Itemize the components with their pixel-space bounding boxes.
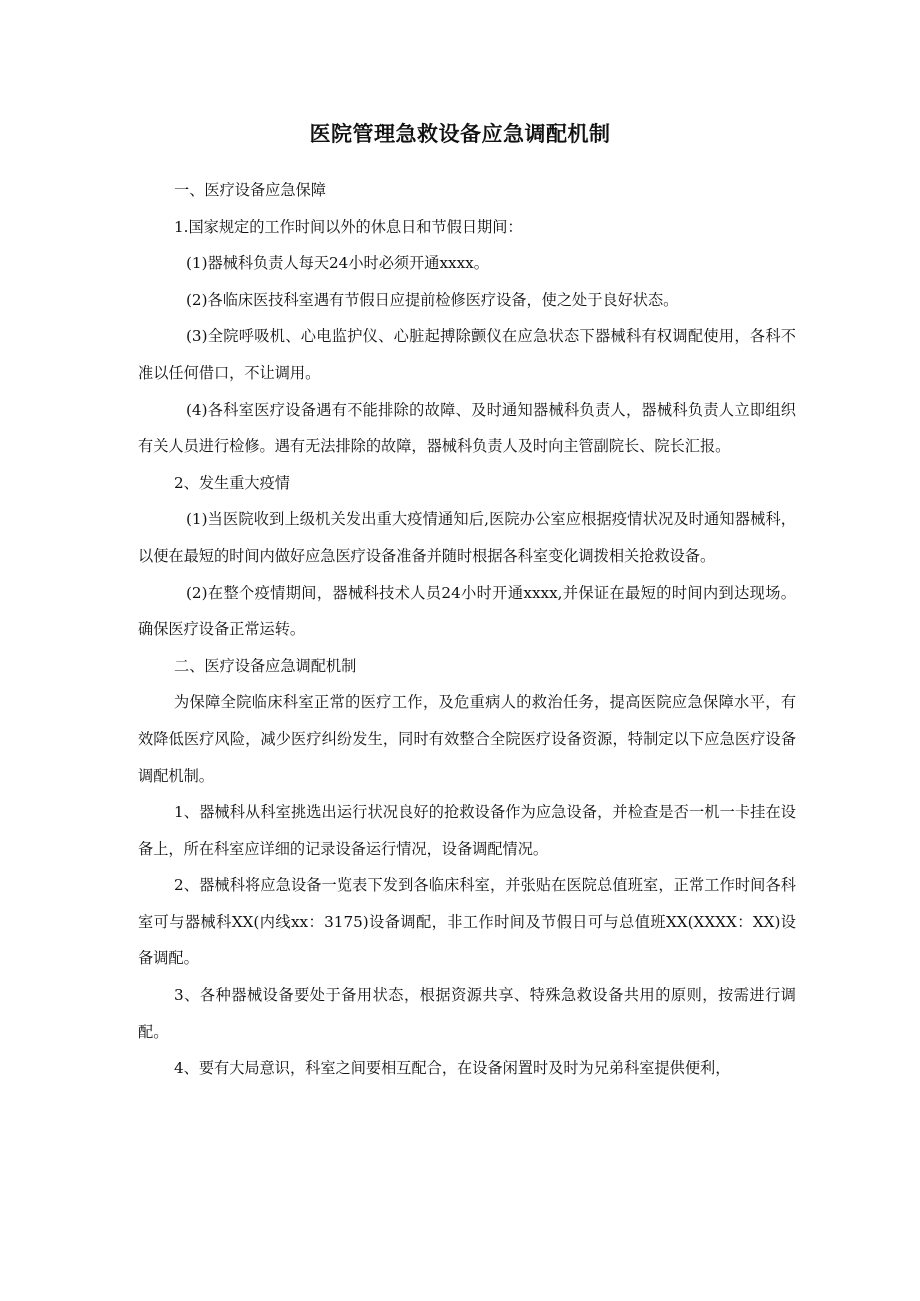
document-title: 医院管理急救设备应急调配机制 [309,122,611,146]
rule-item-3: 3、各种器械设备要处于备用状态，根据资源共享、特殊急救设备共用的原则，按需进行调配。 [138,986,796,1041]
intro-paragraph: 为保障全院临床科室正常的医疗工作，及危重病人的救治任务，提高医院应急保障水平，有效降低医疗风险，减少医疗纠纷发生，同时有效整合全院医疗设备资源，特制定以下应急医疗设备调配机制。 [138,693,796,785]
list-item-1-1: (1)器械科负责人每天24小时必须开通xxxx。 [186,254,489,273]
subsection-heading-1: 1.国家规定的工作时间以外的休息日和节假日期间： [174,217,523,236]
rule-item-1: 1、器械科从科室挑选出运行状况良好的抢救设备作为应急设备，并检查是否一机一卡挂在设备上，所在科室应详细的记录设备运行情况，设备调配情况。 [138,803,796,858]
list-item-1-4: (4)各科室医疗设备遇有不能排除的故障、及时通知器械科负责人，器械科负责人立即组织有关人员进行检修。遇有无法排除的故障，器械科负责人及时向主管副院长、院长汇报。 [138,400,796,456]
rule-item-4: 4、要有大局意识，科室之间要相互配合，在设备闲置时及时为兄弟科室提供便利， [174,1059,731,1078]
section-heading-1: 一、医疗设备应急保障 [174,181,326,199]
rule-item-2: 2、器械科将应急设备一览表下发到各临床科室，并张贴在医院总值班室，正常工作时间各科室可与器械科XX(内线xx：3175)设备调配，非工作时间及节假日可与总值班XX(XXXX：XX)设备调配。 [138,876,796,968]
list-item-2-2: (2)在整个疫情期间，器械科技术人员24小时开通xxxx,并保证在最短的时间内到达现场。确保医疗设备正常运转。 [138,583,796,639]
list-item-2-1: (1)当医院收到上级机关发出重大疫情通知后,医院办公室应根据疫情状况及时通知器械科，以便在最短的时间内做好应急医疗设备准备并随时根据各科室变化调拨相关抢救设备。 [138,510,796,565]
list-item-1-2: (2)各临床医技科室遇有节假日应提前检修医疗设备，使之处于良好状态。 [186,290,679,309]
subsection-heading-2: 2、发生重大疫情 [174,473,290,492]
section-heading-2: 二、医疗设备应急调配机制 [174,656,357,675]
list-item-1-3: (3)全院呼吸机、心电监护仪、心脏起搏除颤仪在应急状态下器械科有权调配使用，各科不准以任何借口，不让调用。 [138,327,796,382]
document-body [138,172,796,1087]
